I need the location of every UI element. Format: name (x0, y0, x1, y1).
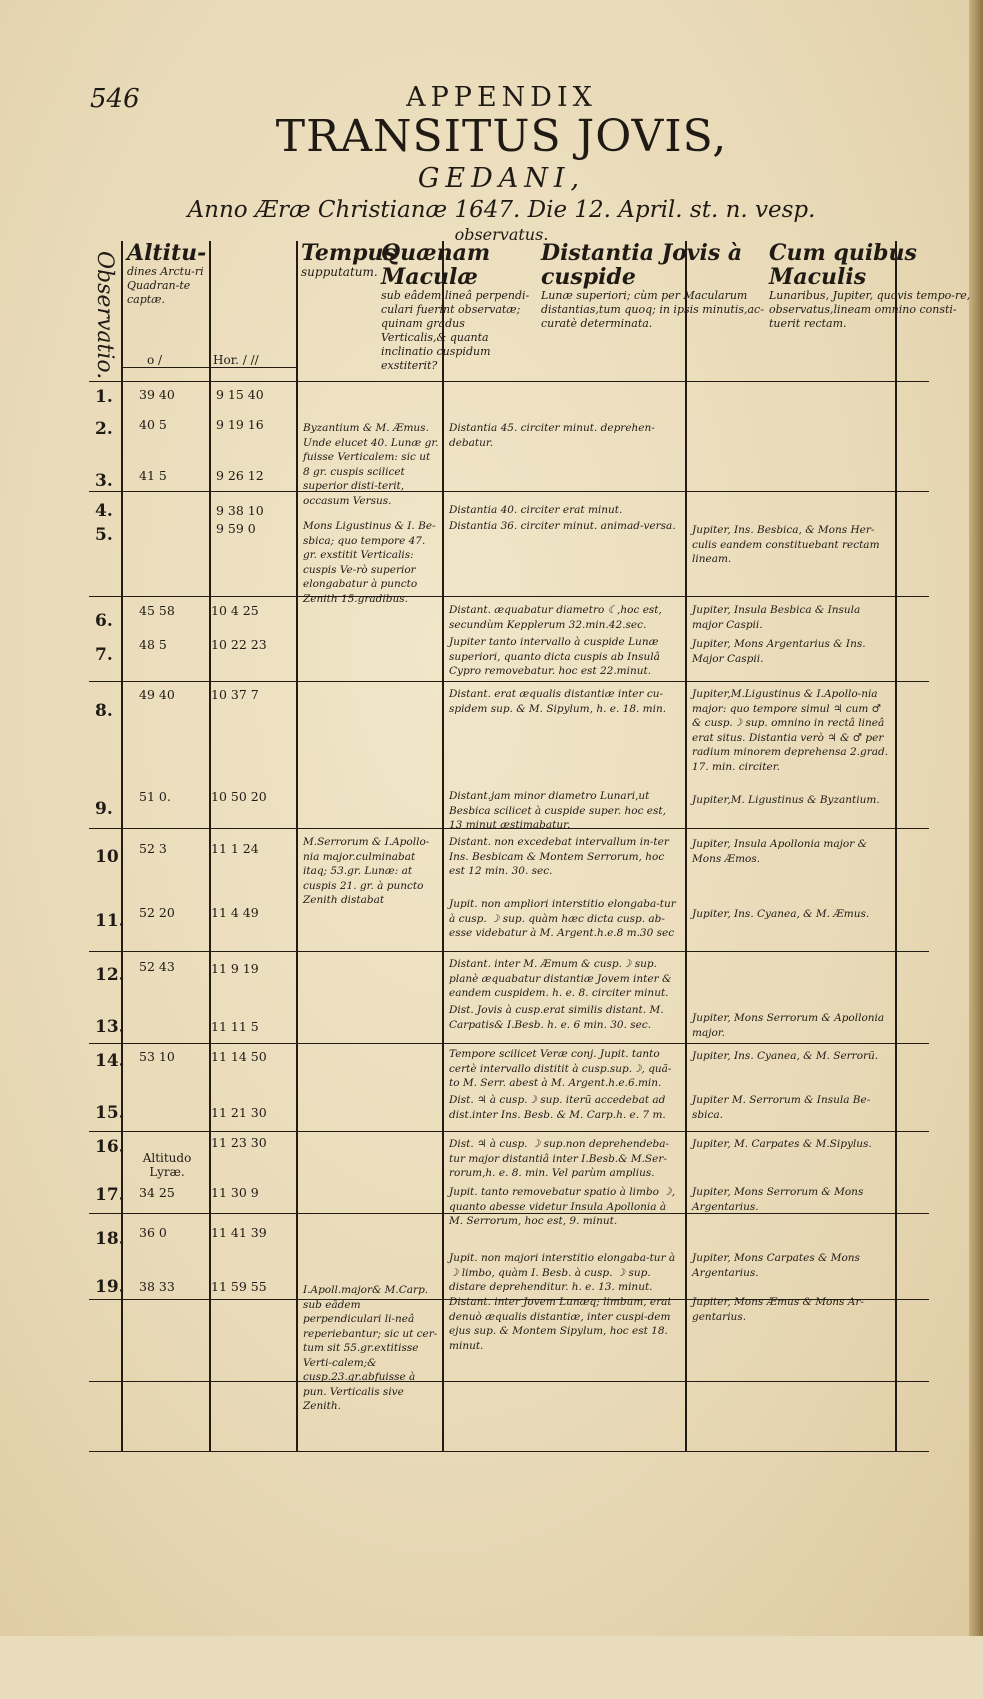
time-value: 9 38 10 (216, 503, 264, 518)
altitude-value: 51 0. (139, 789, 171, 804)
altitude-value: 38 33 (139, 1279, 175, 1294)
obs-header: Observatio. (92, 251, 117, 380)
time-value: 11 4 49 (211, 905, 259, 920)
row-number: 18. (95, 1229, 125, 1249)
cum-note: Jupiter, Mons Argentarius & Ins. Major Caspii. (692, 638, 866, 665)
distantia-note: Distant. æquabatur diametro ☾,hoc est, secundùm Kepplerum 32.min.42.sec. (449, 604, 662, 631)
distantia-note: Distant. inter M. Æmum & cusp.☽ sup. planè æquabatur distantiæ Jovem inter & eandem cuspidem. h. e. 8. circiter minut. (449, 958, 672, 999)
time-value: 11 14 50 (211, 1049, 267, 1064)
time-value: 9 19 16 (216, 417, 264, 432)
cum-note: Jupiter, M. Carpates & M.Sipylus. (692, 1138, 872, 1150)
altitude-value: 34 25 (139, 1185, 175, 1200)
distantia-note: Jupiter tanto intervallo à cuspide Lunæ superiori, quanto dicta cuspis ab Insulâ Cypro removebatur. hoc est 22.minut. (449, 636, 660, 677)
row-number: 19. (95, 1277, 125, 1297)
distantia-note: Jupit. non ampliori interstitio elongaba-tur à cusp. ☽ sup. quàm hæc dicta cusp. ab-esse videbatur à M. Argent.h.e.8 m.30 sec (449, 898, 676, 939)
altitude-header: Altitu- dines Arctu-ri Quadran-te captæ. (127, 240, 207, 306)
altitude-value: 40 5 (139, 417, 167, 432)
row-rule (89, 1043, 929, 1044)
distantia-note: Distant. non excedebat intervallum in-ter Ins. Besbicam & Montem Serrorum, hoc est 12 min. 30. sec. (449, 836, 669, 877)
time-value: 11 1 24 (211, 841, 259, 856)
cum-note: Jupiter, Insula Apollonia major & Mons Æmos. (692, 838, 867, 865)
row-number: 7. (95, 645, 113, 665)
row-number: 6. (95, 611, 113, 631)
cum-note: Jupiter, Mons Æmus & Mons Ar-gentarius. (692, 1296, 864, 1323)
col-rule (121, 241, 123, 1451)
cum-note: Jupiter,M. Ligustinus & Byzantium. (692, 794, 880, 806)
row-rule (89, 381, 929, 382)
date-line: Anno Æræ Christianæ 1647. Die 12. April. st. n. vesp. (187, 197, 816, 223)
tempus-units: Hor. / // (213, 353, 259, 367)
row-rule (89, 1451, 929, 1452)
cum-note: Jupiter, Mons Serrorum & Apollonia major. (692, 1012, 885, 1039)
time-value: 11 59 55 (211, 1279, 267, 1294)
row-rule (89, 1131, 929, 1132)
place-title: GEDANI, (417, 163, 586, 194)
col-rule (442, 241, 444, 1451)
row-rule (89, 1381, 929, 1382)
altitude-value: 52 3 (139, 841, 167, 856)
altitude-value: 52 43 (139, 959, 175, 974)
altitude-units: o / (147, 353, 163, 367)
observatus-line: observatus. (454, 225, 549, 244)
cum-note: Jupiter,M.Ligustinus & I.Apollo-nia major: quo tempore simul ♃ cum ♂ & cusp.☽ sup. omnino in rectâ lineâ erat situs. Distantia verò ♃ & ♂ per radium minorem deprehensa 2.grad. 17. min. circiter. (692, 688, 889, 773)
time-value: 10 37 7 (211, 687, 259, 702)
row-number: 15. (95, 1103, 125, 1123)
appendix-heading: APPENDIX (406, 82, 597, 113)
cum-note: Jupiter, Ins. Cyanea, & M. Serrorũ. (692, 1050, 879, 1062)
distantia-note: Tempore scilicet Veræ conj. Jupit. tanto certè intervallo distitit à cusp.sup.☽, quã-to M. Serr. abest à M. Argent.h.e.6.min. (449, 1048, 672, 1089)
row-number: 14. (95, 1051, 125, 1071)
observation-table (89, 240, 971, 1699)
maculae-header: Quænam Maculæ sub eâdem lineâ perpendi-culari fuerint observatæ; quinam gradus Verticalis,& quanta inclinatio cuspidum exstiterit? (381, 240, 530, 372)
distantia-note: Distantia 36. circiter minut. animad-versa. (449, 520, 676, 532)
distantia-note: Dist. ♃ à cusp.☽ sup. iterũ accedebat ad dist.inter Ins. Besb. & M. Carp.h. e. 7 m. (449, 1094, 666, 1121)
time-value: 11 11 5 (211, 1019, 259, 1034)
distantia-note: Distant.jam minor diametro Lunari,ut Besbica scilicet à cuspide super. hoc est, 13 minut æstimabatur. (449, 790, 666, 831)
row-rule (89, 596, 929, 597)
row-number: 17. (95, 1185, 125, 1205)
time-value: 9 26 12 (216, 468, 264, 483)
col-rule (895, 241, 897, 1451)
altitude-value: 45 58 (139, 603, 175, 618)
row-rule (89, 491, 929, 492)
time-value: 9 15 40 (216, 387, 264, 402)
cum-header: Cum quibus Maculis Lunaribus, Jupiter, quovis tempo-re, observatus,lineam omnino consti-tuerit rectam. (769, 240, 971, 330)
distantia-header: Distantia Jovis à cuspide Lunæ superiori; cùm per Macularum distantias,tum quoq; in ipsis minutis,ac-curatè determinata. (541, 240, 764, 330)
cum-note: Jupiter, Ins. Besbica, & Mons Her-culis eandem constituebant rectam lineam. (692, 524, 880, 565)
time-value: 9 59 0 (216, 521, 256, 536)
header-rule (121, 367, 296, 368)
time-value: 11 21 30 (211, 1105, 267, 1120)
cum-note: Jupiter M. Serrorum & Insula Be-sbica. (692, 1094, 871, 1121)
row-number: 10 (95, 847, 119, 867)
altitudo-lyrae-label: Altitudo Lyræ. (142, 1151, 192, 1179)
maculae-note: Byzantium & M. Æmus. Unde elucet 40. Lunæ gr. fuisse Verticalem: sic ut 8 gr. cuspis scilicet superior disti-terit, occasum Versus. (303, 422, 439, 507)
distantia-note: Distant. inter Jovem Lunæq; limbum, erat denuò æqualis distantiæ, inter cuspi-dem ejus sup. & Montem Sipylum, hoc est 18. minut. (449, 1296, 672, 1352)
altitude-value: 48 5 (139, 637, 167, 652)
altitude-value: 53 10 (139, 1049, 175, 1064)
distantia-note: Distant. erat æqualis distantiæ inter cu-spidem sup. & M. Sipylum, h. e. 18. min. (449, 688, 667, 715)
row-number: 13. (95, 1017, 125, 1037)
cum-note: Jupiter, Ins. Cyanea, & M. Æmus. (692, 908, 870, 920)
distantia-note: Distantia 40. circiter erat minut. (449, 504, 623, 516)
distantia-note: Jupit. tanto removebatur spatio à limbo ☽, quanto abesse videtur Insula Apollonia à M. Serrorum, hoc est, 9. minut. (449, 1186, 676, 1227)
maculae-note: Mons Ligustinus & I. Be-sbica; quo tempore 47. gr. exstitit Verticalis: cuspis Ve-rò superior elongabatur à puncto Zenith 15.gradibus. (303, 520, 436, 605)
cum-note: Jupiter, Mons Serrorum & Mons Argentarius. (692, 1186, 864, 1213)
maculae-note: M.Serrorum & I.Apollo-nia major.culminabat itaq; 53.gr. Lunæ: at cuspis 21. gr. à puncto Zenith distabat (303, 836, 430, 906)
row-number: 16. (95, 1137, 125, 1157)
cum-note: Jupiter, Insula Besbica & Insula major Caspii. (692, 604, 861, 631)
altitude-value: 39 40 (139, 387, 175, 402)
row-number: 2. (95, 419, 113, 439)
time-value: 11 30 9 (211, 1185, 259, 1200)
time-value: 11 23 30 (211, 1135, 267, 1150)
row-number: 3. (95, 471, 113, 491)
col-rule (296, 241, 298, 1451)
time-value: 11 9 19 (211, 961, 259, 976)
time-value: 10 22 23 (211, 637, 267, 652)
row-number: 9. (95, 799, 113, 819)
row-number: 8. (95, 701, 113, 721)
tempus-header: Tempus supputatum. (301, 240, 396, 279)
altitude-value: 36 0 (139, 1225, 167, 1240)
row-number: 4. (95, 501, 113, 521)
altitude-value: 49 40 (139, 687, 175, 702)
row-rule (89, 681, 929, 682)
altitude-value: 52 20 (139, 905, 175, 920)
row-number: 5. (95, 525, 113, 545)
row-number: 11. (95, 911, 125, 931)
row-rule (89, 951, 929, 952)
cum-note: Jupiter, Mons Carpates & Mons Argentarius. (692, 1252, 860, 1279)
maculae-note: I.Apoll.major& M.Carp. sub eâdem perpendiculari li-neâ reperiebantur; sic ut cer-tum sit 55.gr.extitisse Verti-calem;& cusp.23.gr.abfuisse à pun. Verticalis sive Zenith. (303, 1284, 438, 1412)
time-value: 10 50 20 (211, 789, 267, 804)
row-number: 1. (95, 387, 113, 407)
main-title: TRANSITUS JOVIS, (275, 111, 728, 162)
row-number: 12. (95, 965, 125, 985)
time-value: 11 41 39 (211, 1225, 267, 1240)
time-value: 10 4 25 (211, 603, 259, 618)
col-rule (685, 241, 687, 1451)
distantia-note: Dist. Jovis à cusp.erat similis distant. M. Carpatis& I.Besb. h. e. 6 min. 30. sec. (449, 1004, 664, 1031)
altitude-value: 41 5 (139, 468, 167, 483)
distantia-note: Dist. ♃ à cusp. ☽ sup.non deprehendeba-tur major distantiâ inter I.Besb.& M.Ser-rorum,h. e. 8. min. Vel parùm amplius. (449, 1138, 670, 1179)
page-number: 546 (90, 84, 140, 114)
distantia-note: Jupit. non majori interstitio elongaba-tur à ☽ limbo, quàm I. Besb. à cusp. ☽ sup. distare deprehenditur. h. e. 13. minut. (449, 1252, 676, 1293)
distantia-note: Distantia 45. circiter minut. deprehen-debatur. (449, 422, 655, 449)
